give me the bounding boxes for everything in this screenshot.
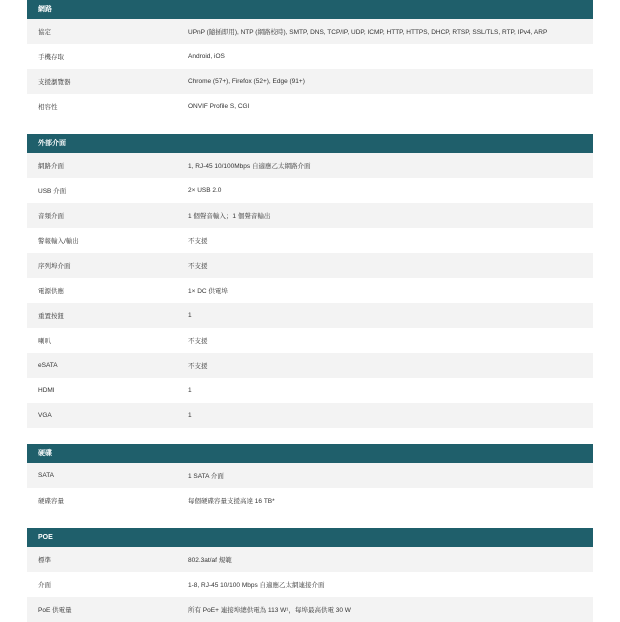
table-row	[27, 278, 593, 303]
table-row	[27, 303, 593, 328]
row-value: 1	[188, 387, 192, 394]
table-row	[27, 572, 593, 597]
row-label: 手機存取	[38, 54, 64, 61]
table-row	[27, 403, 593, 428]
section-title: POE	[27, 528, 593, 547]
row-value: 2× USB 2.0	[188, 187, 222, 194]
row-label: 音頻介面	[38, 213, 64, 220]
section-title: 網路	[27, 0, 593, 19]
row-value: 1× DC 供電埠	[188, 288, 228, 295]
row-value: 不支援	[188, 238, 208, 245]
row-value: ONVIF Profile S, CGI	[188, 103, 250, 110]
table-row	[27, 94, 593, 119]
row-label: 喇叭	[38, 338, 51, 345]
row-label: VGA	[38, 412, 52, 419]
row-label: 協定	[38, 29, 51, 36]
row-label: PoE 供電量	[38, 607, 72, 614]
section-network	[27, 0, 593, 119]
table-row	[27, 228, 593, 253]
table-row	[27, 378, 593, 403]
row-value: 不支援	[188, 338, 208, 345]
row-label: eSATA	[38, 362, 58, 369]
table-row	[27, 353, 593, 378]
row-label: 標準	[38, 557, 51, 564]
row-label: USB 介面	[38, 188, 67, 195]
table-row	[27, 44, 593, 69]
row-label: 支援瀏覽器	[38, 79, 71, 86]
row-value: 1 個聲音輸入；1 個聲音輸出	[188, 213, 271, 220]
table-row	[27, 547, 593, 572]
row-label: 硬碟容量	[38, 498, 64, 505]
table-row	[27, 463, 593, 488]
row-value: 1 SATA 介面	[188, 473, 224, 480]
section-external-interface	[27, 134, 593, 428]
row-value: Android, iOS	[188, 53, 225, 60]
section-title: 外部介面	[27, 134, 593, 153]
row-label: 網路介面	[38, 163, 64, 170]
table-row	[27, 153, 593, 178]
row-value: 1, RJ-45 10/100Mbps 自適應乙太網路介面	[188, 163, 311, 170]
row-value: UPnP (隨插即用), NTP (網路校時), SMTP, DNS, TCP/IP, UDP, ICMP, HTTP, HTTPS, DHCP, RTSP, SSL/TLS, RTP, IPv4, ARP	[188, 29, 548, 36]
row-value: 802.3at/af 規範	[188, 557, 232, 564]
table-row	[27, 597, 593, 622]
row-value: 所有 PoE+ 連接埠總供電為 113 W¹，每埠最高供電 30 W	[188, 607, 351, 614]
row-label: 電源供應	[38, 288, 64, 295]
row-label: 序列埠介面	[38, 263, 71, 270]
table-row	[27, 19, 593, 44]
row-value: 1	[188, 312, 192, 319]
section-poe	[27, 528, 593, 622]
row-value: 不支援	[188, 363, 208, 370]
row-value: 不支援	[188, 263, 208, 270]
row-label: SATA	[38, 472, 55, 479]
row-value: 1	[188, 412, 192, 419]
row-label: HDMI	[38, 387, 55, 394]
section-hard-disk	[27, 444, 593, 513]
row-label: 警報輸入/輸出	[38, 238, 79, 245]
table-row	[27, 203, 593, 228]
table-row	[27, 488, 593, 513]
table-row	[27, 178, 593, 203]
row-label: 介面	[38, 582, 51, 589]
row-value: 每個硬碟容量支援高達 16 TB*	[188, 498, 275, 505]
row-label: 相容性	[38, 104, 58, 111]
table-row	[27, 328, 593, 353]
table-row	[27, 253, 593, 278]
row-label: 重置按鈕	[38, 313, 64, 320]
row-value: Chrome (57+), Firefox (52+), Edge (91+)	[188, 78, 305, 85]
table-row	[27, 69, 593, 94]
section-title: 硬碟	[27, 444, 593, 463]
row-value: 1-8, RJ-45 10/100 Mbps 自適應乙太網連接介面	[188, 582, 325, 589]
